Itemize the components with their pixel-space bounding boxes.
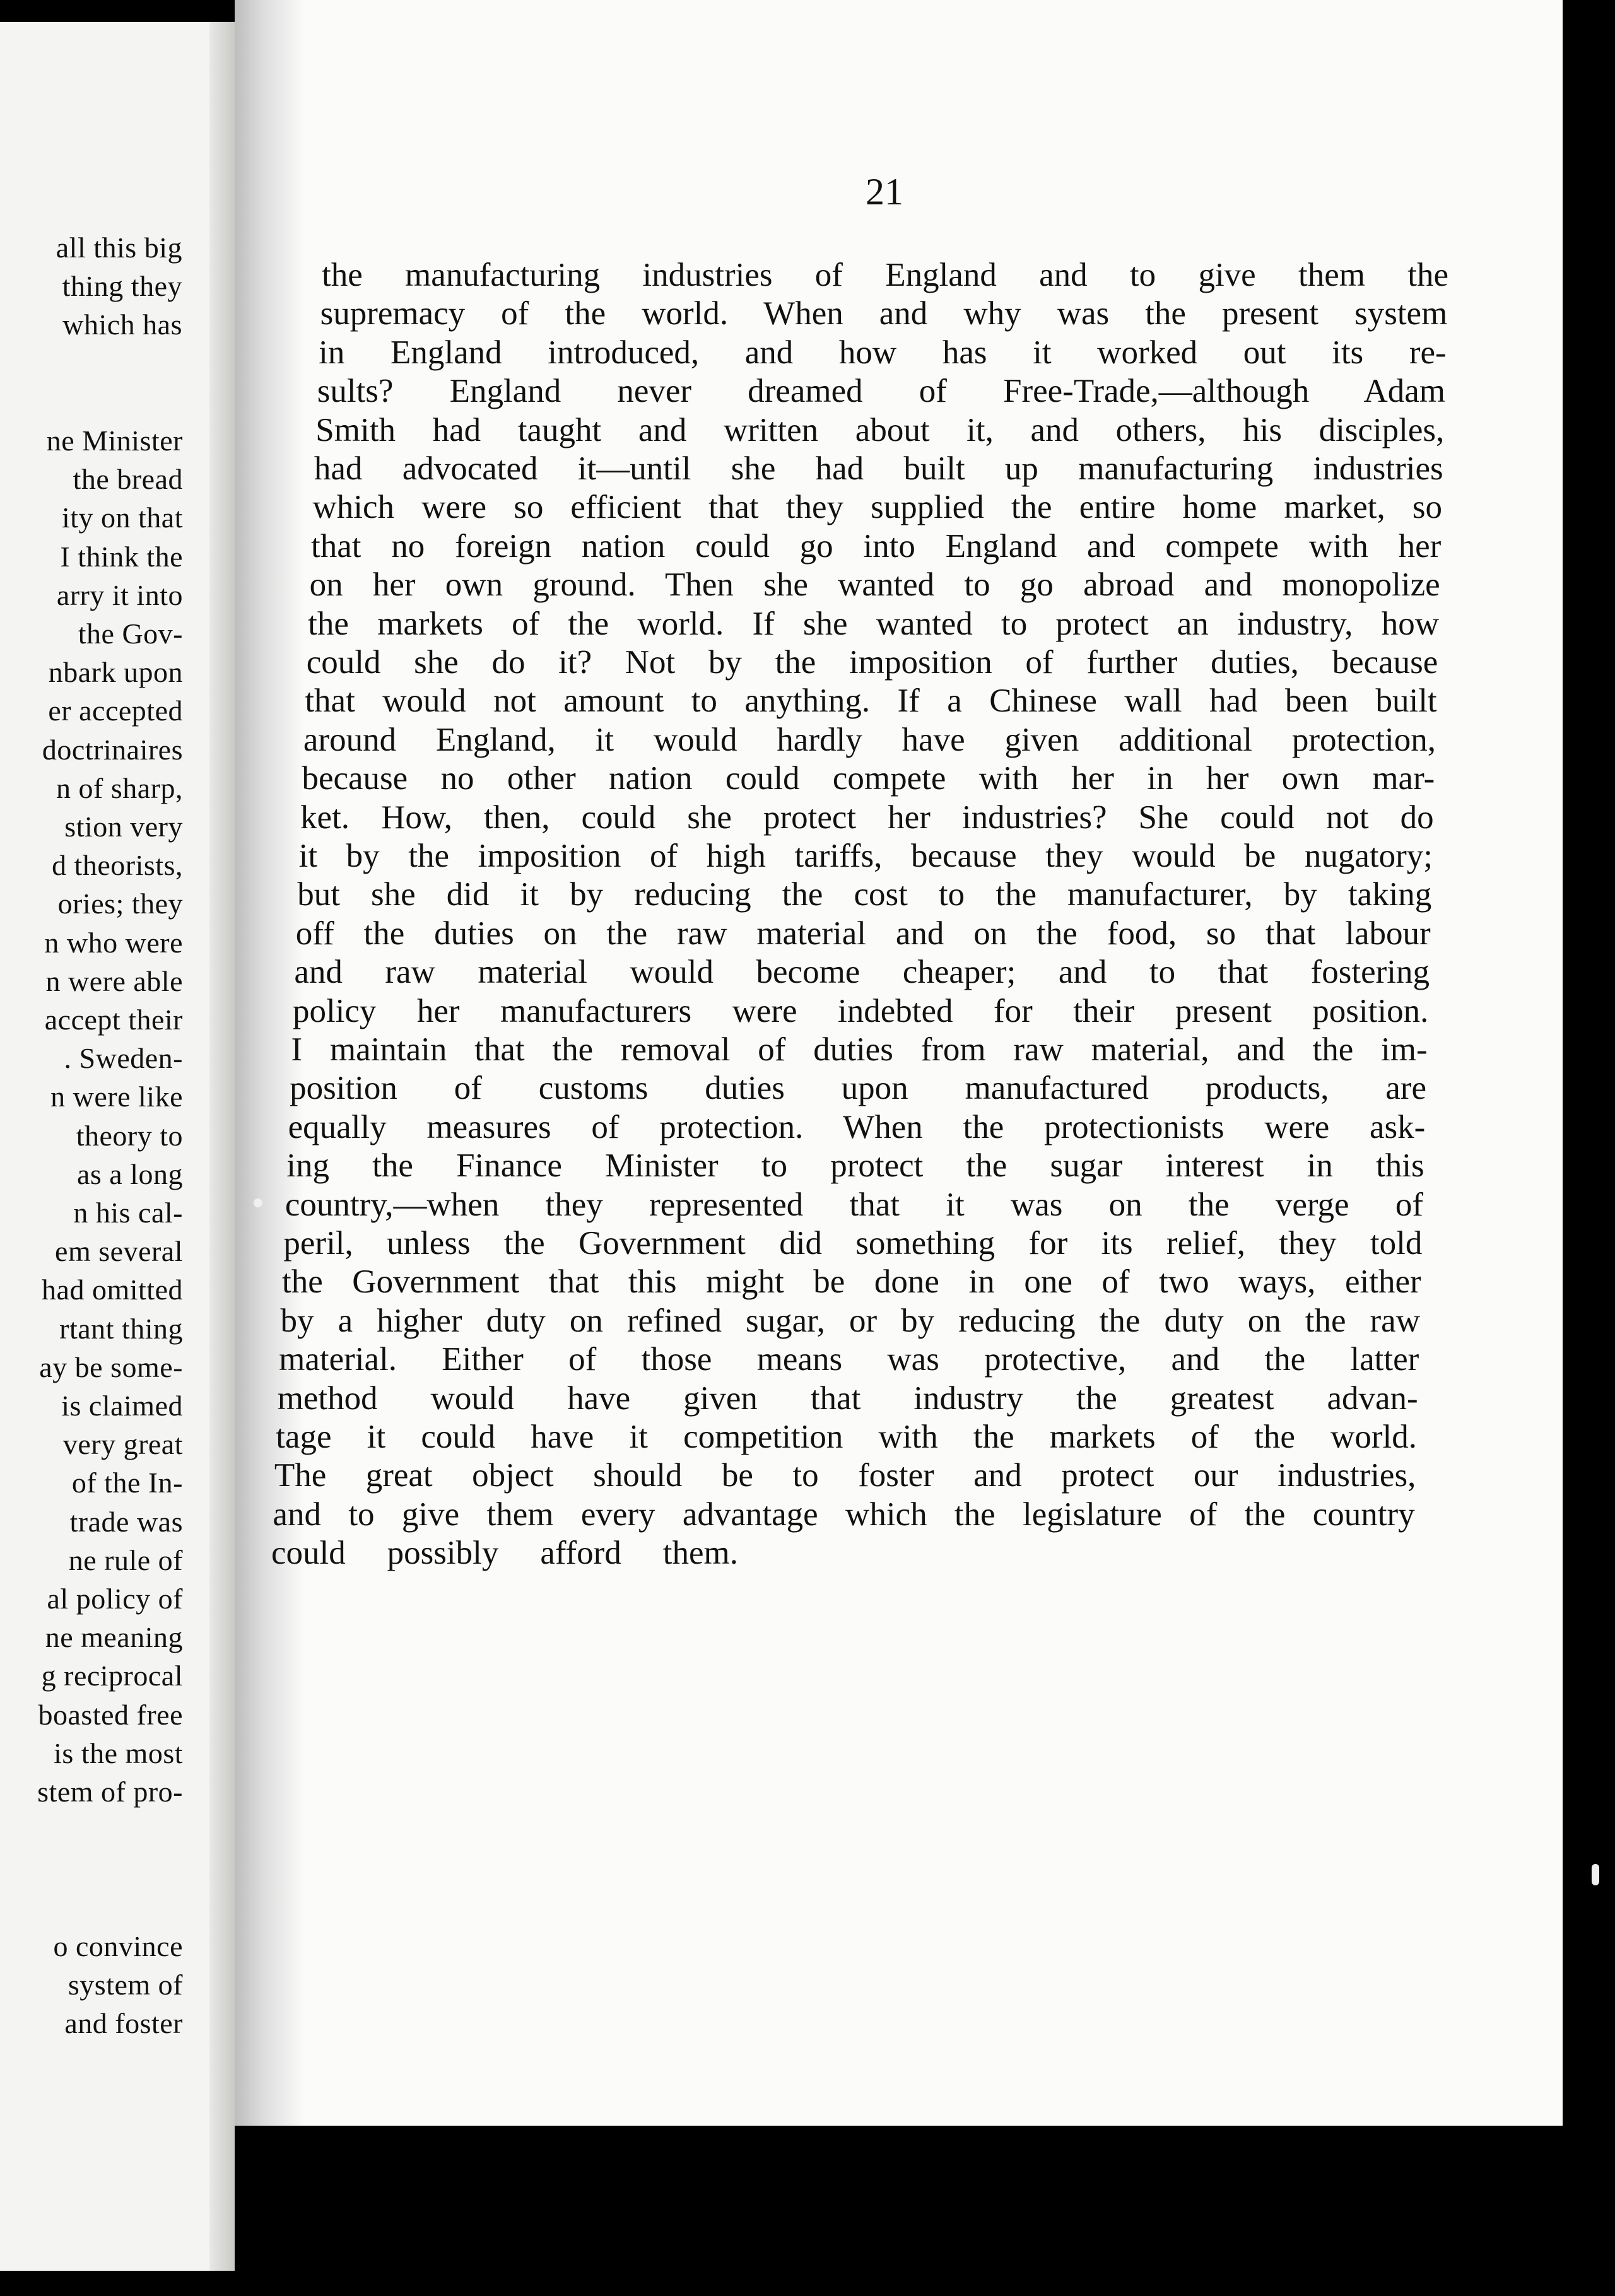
page-body [235, 0, 1563, 2126]
left-page-line: stem of pro- [37, 1776, 183, 1808]
paragraph-line: ing the Finance Minister to protect the sugar interest in this [286, 1147, 1424, 1185]
paragraph-line: equally measures of protection. When the protectionists were ask- [288, 1108, 1426, 1145]
paragraph-line: peril, unless the Government did something for its relief, they told [283, 1225, 1423, 1262]
left-page-line: d theorists, [52, 849, 183, 882]
left-page-line: all this big [56, 231, 182, 264]
paragraph-line: on her own ground. Then she wanted to go abroad and monopolize [309, 566, 1440, 604]
paragraph-line: policy her manufacturers were indebted for their present position. [292, 992, 1429, 1029]
left-page-line: accept their [44, 1004, 183, 1036]
page-number: 21 [866, 171, 903, 213]
left-page-line: system of [68, 1969, 183, 2001]
paragraph-line: The great object should be to foster and protect our industries, [274, 1457, 1416, 1494]
paragraph-line: material. Either of those means was protective, and the latter [279, 1341, 1419, 1378]
scan-speck [254, 1198, 262, 1207]
paragraph-line: and to give them every advantage which the legislature of the country [273, 1496, 1415, 1533]
left-page-line: ity on that [61, 501, 183, 534]
left-page-line: n were able [45, 964, 183, 997]
left-page-line: arry it into [56, 578, 183, 611]
left-page-line: n were like [50, 1081, 183, 1113]
left-page-line: rtant thing [59, 1312, 183, 1345]
left-page-line: the Gov- [78, 618, 183, 650]
book-gutter [209, 22, 235, 2271]
left-page-line: ay be some- [39, 1350, 183, 1383]
left-page-line: is claimed [61, 1390, 183, 1422]
paragraph-line: Smith had taught and written about it, and others, his disciples, [315, 411, 1445, 448]
paragraph-line: that would not amount to anything. If a Chinese wall had been built [305, 682, 1437, 720]
left-page-line: n of sharp, [56, 771, 183, 804]
right-page [235, 0, 1563, 2126]
paragraph-line: had advocated it—until she had built up manufacturing industries [314, 450, 1443, 487]
paragraph-line: could she do it? Not by the imposition of further duties, because [306, 644, 1438, 681]
left-page-line: nbark upon [48, 656, 183, 689]
paragraph-line: the manufacturing industries of England and to give them the [322, 257, 1448, 293]
paragraph-line: that no foreign nation could go into England and compete with her [311, 527, 1442, 565]
paragraph-line: and raw material would become cheaper; and to that fostering [294, 954, 1430, 991]
left-page-line: . Sweden- [64, 1042, 183, 1075]
left-page-line: g reciprocal [41, 1660, 183, 1692]
left-page-line: as a long [76, 1157, 183, 1190]
left-page-line: of the In- [71, 1467, 183, 1499]
paragraph-line: could possibly afford them. [271, 1535, 738, 1572]
paragraph-line: the markets of the world. If she wanted to protect an industry, how [308, 605, 1439, 642]
left-page-line: em several [55, 1235, 183, 1268]
paragraph-line: method would have given that industry the greatest advan- [277, 1379, 1418, 1417]
left-page-line: o convince [53, 1930, 183, 1962]
paragraph-line: in England introduced, and how has it worked out its re- [319, 334, 1447, 371]
paragraph-line: sults? England never dreamed of Free-Trade,—although Adam [317, 373, 1445, 410]
paragraph-line: which were so efficient that they supplied the entire home market, so [312, 489, 1442, 526]
left-page-line: I think the [60, 540, 183, 573]
left-page-line: which has [62, 308, 182, 341]
left-page-line: ne meaning [45, 1621, 183, 1654]
left-page-line: had omitted [42, 1274, 183, 1306]
left-page-line: and foster [64, 2007, 183, 2040]
paragraph-line: by a higher duty on refined sugar, or by reducing the duty on the raw [280, 1302, 1420, 1339]
paragraph-line: it by the imposition of high tariffs, because they would be nugatory; [298, 838, 1433, 874]
left-page-line: doctrinaires [42, 733, 183, 766]
left-page [0, 22, 235, 2271]
paragraph-line: country,—when they represented that it was on the verge of [285, 1186, 1423, 1223]
left-page-line: the bread [73, 463, 183, 496]
left-page-line: boasted free [38, 1698, 183, 1731]
left-page-line: er accepted [48, 694, 183, 727]
paragraph-line: the Government that this might be done in one of two ways, either [281, 1263, 1421, 1301]
paragraph-line: because no other nation could compete with her in her own mar- [302, 760, 1435, 797]
left-page-line: ories; they [57, 887, 183, 920]
left-page-line: ne rule of [68, 1543, 183, 1576]
paragraph-line: tage it could have it competition with the markets of the world. [276, 1419, 1417, 1455]
left-page-line: very great [62, 1428, 183, 1461]
paragraph-line: but she did it by reducing the cost to the manufacturer, by taking [297, 876, 1432, 913]
paragraph-line: position of customs duties upon manufactured products, are [290, 1070, 1426, 1107]
left-page-line: theory to [76, 1119, 183, 1152]
paragraph-line: supremacy of the world. When and why was the present system [320, 295, 1448, 332]
paragraph-line: around England, it would hardly have given additional protection, [303, 721, 1436, 758]
left-page-line: is the most [54, 1737, 183, 1769]
left-page-line: n his cal- [73, 1197, 183, 1229]
left-page-line: al policy of [47, 1583, 183, 1615]
paragraph-line: I maintain that the removal of duties from raw material, and the im- [291, 1031, 1428, 1068]
left-page-line: ne Minister [46, 425, 183, 457]
left-page-line: n who were [44, 926, 183, 959]
scan-speck [1592, 1864, 1599, 1885]
left-page-line: thing they [62, 270, 182, 303]
paragraph-line: off the duties on the raw material and on the food, so that labour [295, 915, 1431, 952]
left-page-line: stion very [64, 811, 183, 843]
paragraph-line: ket. How, then, could she protect her industries? She could not do [300, 799, 1434, 836]
left-page-line: trade was [69, 1505, 183, 1538]
